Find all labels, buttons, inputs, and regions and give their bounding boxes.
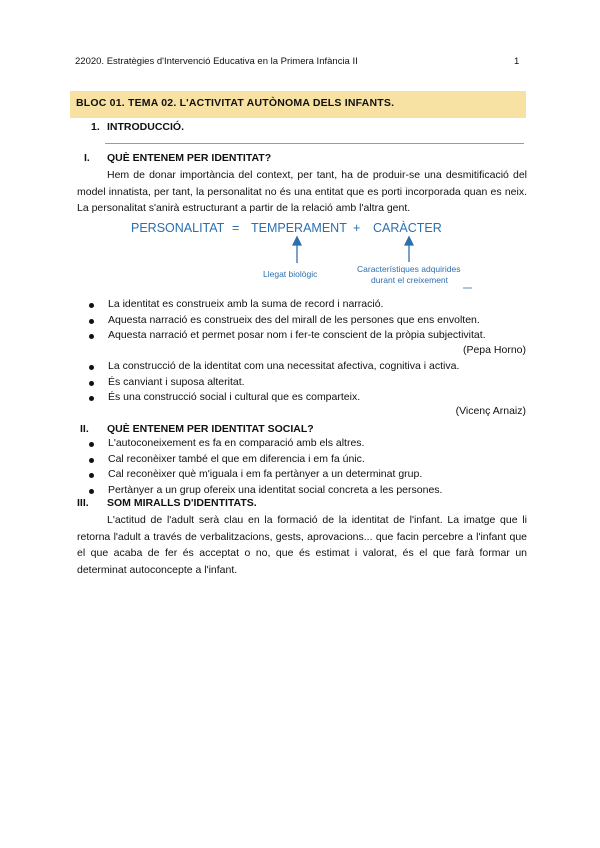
section1-bullets-a bbox=[88, 297, 486, 344]
section1-bullets-b bbox=[88, 359, 459, 406]
formula-personalitat: PERSONALITAT bbox=[131, 221, 225, 235]
section2-title: QUÈ ENTENEM PER IDENTITAT SOCIAL? bbox=[107, 423, 314, 435]
list-item: Pertànyer a un grup ofereix una identitat social concreta a les persones. bbox=[88, 483, 442, 499]
page-number: 1 bbox=[514, 56, 520, 67]
citation-vicenc-arnaiz: (Vicenç Arnaiz) bbox=[455, 405, 526, 417]
formula-equals: = bbox=[232, 221, 240, 235]
list-item: És canviant i suposa alteritat. bbox=[88, 375, 459, 391]
arrow-temperament-head bbox=[293, 237, 301, 245]
header-title: 22020. Estratègies d'Intervenció Educativa en la Primera Infància II bbox=[75, 56, 358, 67]
list-item: Aquesta narració es construeix des del mirall de les persones que ens envolten. bbox=[88, 313, 486, 329]
section1-title: QUÈ ENTENEM PER IDENTITAT? bbox=[107, 152, 272, 164]
arrow-caracter-head bbox=[405, 237, 413, 245]
citation-pepa-horno: (Pepa Horno) bbox=[462, 344, 526, 356]
heading-rule bbox=[105, 143, 524, 144]
intro-number: 1. bbox=[91, 121, 100, 133]
list-item: La identitat es construeix amb la suma de record i narració. bbox=[88, 297, 486, 313]
section1-paragraph: Hem de donar importància del context, per tant, ha de produir-se una desmitificació del model innatista, per tant, la personalitat no és una entitat que es porti incorporada quan es neix. La personalitat s'anirà estructurant a partir de la relació amb l'altra gent. bbox=[77, 169, 527, 214]
formula-plus: + bbox=[353, 221, 361, 235]
list-item: Cal reconèixer què m'iguala i em fa pertànyer a un determinat grup. bbox=[88, 467, 442, 483]
label-temperament: Llegat biològic bbox=[263, 269, 318, 279]
list-item: Cal reconèixer també el que em diferencia i em fa únic. bbox=[88, 452, 442, 468]
intro-title: INTRODUCCIÓ. bbox=[107, 121, 184, 133]
section3-paragraph: L'actitud de l'adult serà clau en la formació de la identitat de l'infant. La imatge que li retorna l'adult a través de verbalitzacions, gests, aprovacions... que facin percebre a l'infant que el que acaba de fer és acceptat o no, que és estimat i valorat, és el que farà formar un determinat autoconcepte a l'infant. bbox=[77, 514, 527, 576]
bloc-title: BLOC 01. TEMA 02. L'ACTIVITAT AUTÒNOMA DELS INFANTS. bbox=[76, 97, 395, 109]
list-item: L'autoconeixement es fa en comparació amb els altres. bbox=[88, 436, 442, 452]
section2-bullets bbox=[88, 436, 442, 498]
section1-number: I. bbox=[84, 152, 90, 164]
formula-temperament: TEMPERAMENT bbox=[251, 221, 347, 235]
list-item: Aquesta narració et permet posar nom i fer-te conscient de la pròpia subjectivitat. bbox=[88, 328, 486, 344]
list-item: La construcció de la identitat com una necessitat afectiva, cognitiva i activa. bbox=[88, 359, 459, 375]
formula-caracter: CARÀCTER bbox=[373, 221, 442, 235]
section2-number: II. bbox=[80, 423, 89, 435]
section3-title: SOM MIRALLS D'IDENTITATS. bbox=[107, 497, 257, 509]
label-caracter-line1: Característiques adquirides bbox=[357, 264, 461, 274]
list-item: És una construcció social i cultural que es comparteix. bbox=[88, 390, 459, 406]
label-caracter-line2: durant el creixement bbox=[371, 275, 449, 285]
section3-number: III. bbox=[77, 497, 89, 509]
